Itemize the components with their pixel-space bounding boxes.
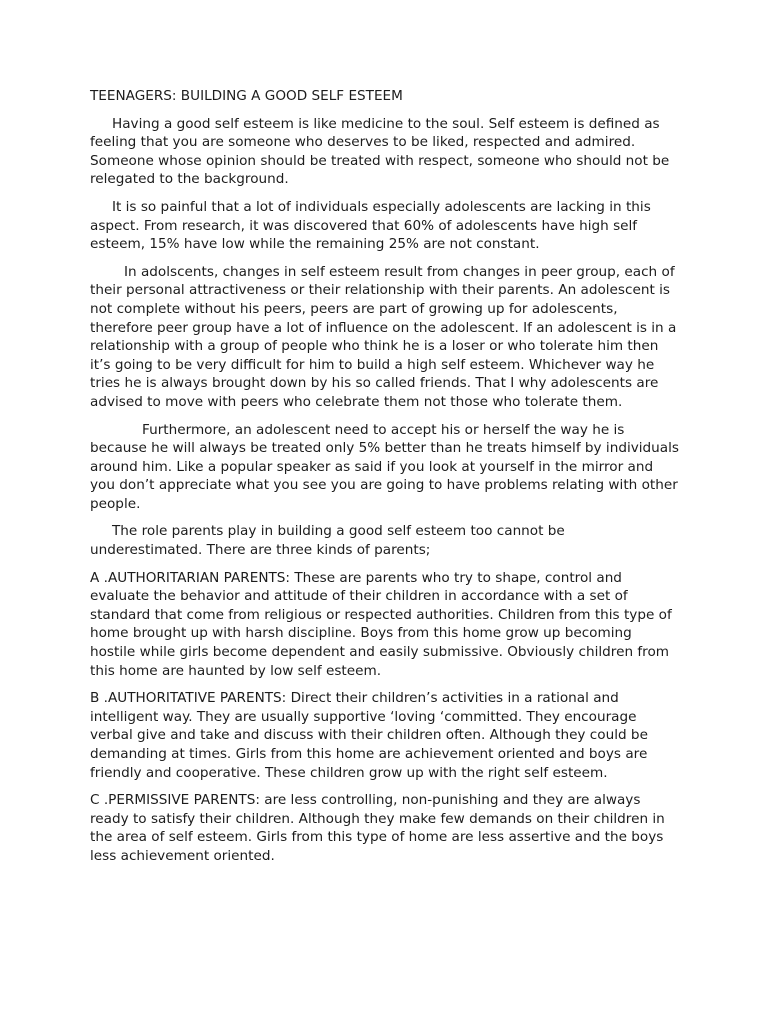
document-page bbox=[90, 87, 680, 875]
parent-type-permissive: C .PERMISSIVE PARENTS: are less controlling, non-punishing and they are always ready to satisfy their children. Although they make few demands on their children in the area of self esteem. Girls from this type of home are less assertive and the boys less achievement oriented. bbox=[90, 792, 665, 864]
paragraph-intro: Having a good self esteem is like medicine to the soul. Self esteem is defined as feeling that you are someone who deserves to be liked, respected and admired. Someone whose opinion should be treated with respect, someone who should not be relegated to the background. bbox=[90, 115, 670, 188]
parent-type-authoritative: B .AUTHORITATIVE PARENTS: Direct their children’s activities in a rational and intelligent way. They are usually supportive ‘loving ‘committed. They encourage verbal give and take and discuss with their children often. Although they could be demanding at times. Girls from this home are achievement oriented and boys are friendly and cooperative. These children grow up with the right self esteem. bbox=[90, 690, 648, 781]
paragraph-research: It is so painful that a lot of individuals especially adolescents are lacking in this aspect. From research, it was discovered that 60% of adolescents have high self esteem, 15% have low while the remaining 25% are not constant. bbox=[90, 198, 651, 253]
paragraph-peer-group: In adolscents, changes in self esteem result from changes in peer group, each of their personal attractiveness or their relationship with their parents. An adolescent is not complete without his peers, peers are part of growing up for adolescents, therefore peer group have a lot of influence on the adolescent. If an adolescent is in a relationship with a group of people who think he is a loser or who tolerate him then it’s going to be very difficult for him to build a high self esteem. Whichever way he tries he is always brought down by his so called friends. That I why adolescents are advised to move with peers who celebrate them not those who tolerate them. bbox=[90, 263, 677, 410]
paragraph-parents-role: The role parents play in building a good self esteem too cannot be underestimated. There are three kinds of parents; bbox=[90, 523, 565, 559]
parent-type-authoritarian: A .AUTHORITARIAN PARENTS: These are parents who try to shape, control and evaluate the behavior and attitude of their children in accordance with a set of standard that come from religious or respected authorities. Children from this type of home brought up with harsh discipline. Boys from this home grow up becoming hostile while girls become dependent and easily submissive. Obviously children from this home are haunted by low self esteem. bbox=[90, 569, 672, 679]
document-title: TEENAGERS: BUILDING A GOOD SELF ESTEEM bbox=[90, 88, 403, 104]
paragraph-self-acceptance: Furthermore, an adolescent need to accept his or herself the way he is because he will always be treated only 5% better than he treats himself by individuals around him. Like a popular speaker as said if you look at yourself in the mirror and you don’t appreciate what you see you are going to have problems relating with other people. bbox=[90, 421, 679, 512]
parent-types-list bbox=[90, 569, 680, 866]
